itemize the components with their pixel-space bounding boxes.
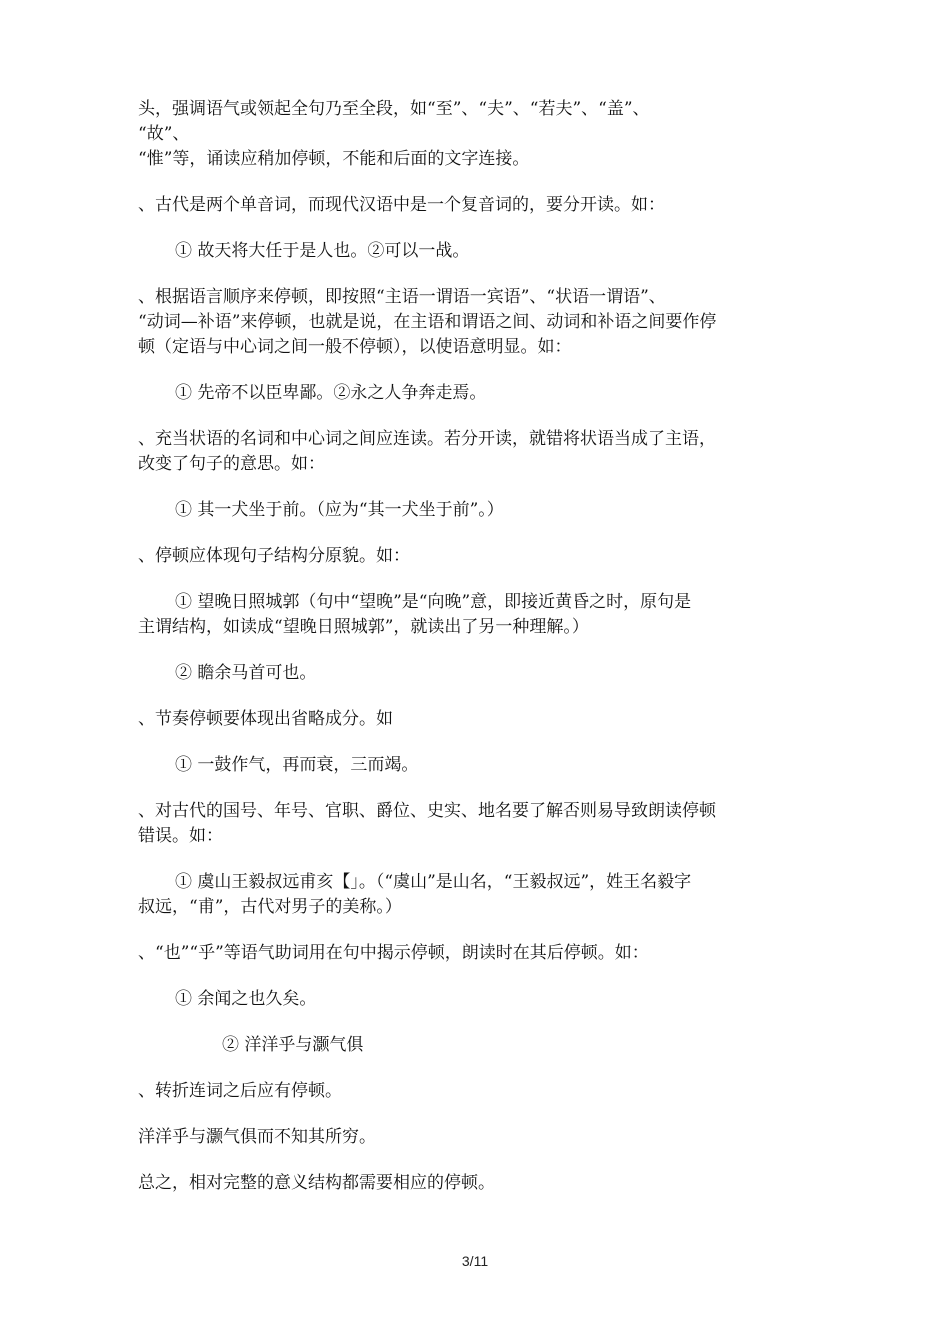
paragraph-rule: [138, 1079, 818, 1104]
text-line: “故”、: [138, 124, 190, 144]
page-number: 3/11: [461, 1253, 489, 1269]
document-body: [138, 97, 818, 1196]
paragraph-rule: [138, 427, 818, 477]
paragraph-example: [138, 498, 818, 523]
text-line: 、根据语言顺序来停顿，即按照“主语一谓语一宾语”、“状语一谓语”、: [138, 287, 666, 307]
text-line: 叔远，“甫”，古代对男子的美称。）: [138, 897, 402, 917]
paragraph-rule: [138, 544, 818, 569]
text-line: 、对古代的国号、年号、官职、爵位、史实、地名要了解否则易导致朗读停顿: [138, 801, 716, 821]
paragraph-rule: [138, 941, 818, 966]
paragraph-example: [138, 590, 818, 640]
text-line: ① 一鼓作气，再而衰，三而竭。: [175, 755, 419, 775]
text-line: 顿（定语与中心词之间一般不停顿），以使语意明显。如：: [138, 337, 572, 357]
paragraph-example: [138, 661, 818, 686]
text-line: ② 瞻余马首可也。: [175, 663, 317, 683]
paragraph-example: [138, 870, 818, 920]
paragraph-example: [138, 381, 818, 406]
paragraph-rule: [138, 285, 818, 360]
text-line: 、节奏停顿要体现出省略成分。如: [138, 709, 393, 729]
text-line: 主谓结构，如读成“望晚日照城郭”，就读出了另一种理解。）: [138, 617, 589, 637]
text-line: 头，强调语气或领起全句乃至全段，如“至”、“夫”、“若夫”、“盖”、: [138, 99, 650, 119]
paragraph-example: [138, 1033, 818, 1058]
text-line: 改变了句子的意思。如：: [138, 454, 325, 474]
text-line: ① 余闻之也久矣。: [175, 989, 317, 1009]
text-line: 、充当状语的名词和中心词之间应连读。若分开读，就错将状语当成了主语，: [138, 429, 716, 449]
paragraph-summary: [138, 1171, 818, 1196]
text-line: 洋洋乎与灏气俱而不知其所穷。: [138, 1127, 376, 1147]
text-line: 、转折连词之后应有停顿。: [138, 1081, 342, 1101]
text-line: ① 先帝不以臣卑鄙。②永之人争奔走焉。: [175, 383, 487, 403]
text-line: 总之，相对完整的意义结构都需要相应的停顿。: [138, 1173, 495, 1193]
text-line: “惟”等，诵读应稍加停顿，不能和后面的文字连接。: [138, 149, 530, 169]
text-line: 、古代是两个单音词，而现代汉语中是一个复音词的，要分开读。如：: [138, 195, 665, 215]
paragraph-rule: [138, 707, 818, 732]
text-line: ① 其一犬坐于前。（应为“其一犬坐于前”。）: [175, 500, 504, 520]
paragraph-rule: [138, 799, 818, 849]
paragraph-rule: [138, 193, 818, 218]
text-line: ② 洋洋乎与灏气俱: [222, 1035, 364, 1055]
text-line: ① 故天将大任于是人也。②可以一战。: [175, 241, 470, 261]
paragraph-example: [138, 1125, 818, 1150]
text-line: ① 望晚日照城郭（句中“望晚”是“向晚”意，即接近黄昏之时，原句是: [175, 592, 692, 612]
text-line: 、“也”“乎”等语气助词用在句中揭示停顿，朗读时在其后停顿。如：: [138, 943, 649, 963]
text-line: “动词—补语”来停顿，也就是说，在主语和谓语之间、动词和补语之间要作停: [138, 312, 717, 332]
text-line: 、停顿应体现句子结构分原貌。如：: [138, 546, 410, 566]
text-line: ① 虞山王毅叔远甫亥【」。（“虞山”是山名，“王毅叔远”，姓王名毅字: [175, 872, 692, 892]
paragraph-example: [138, 753, 818, 778]
paragraph-example: [138, 239, 818, 264]
text-line: 错误。如：: [138, 826, 223, 846]
paragraph-intro: [138, 97, 818, 172]
paragraph-example: [138, 987, 818, 1012]
